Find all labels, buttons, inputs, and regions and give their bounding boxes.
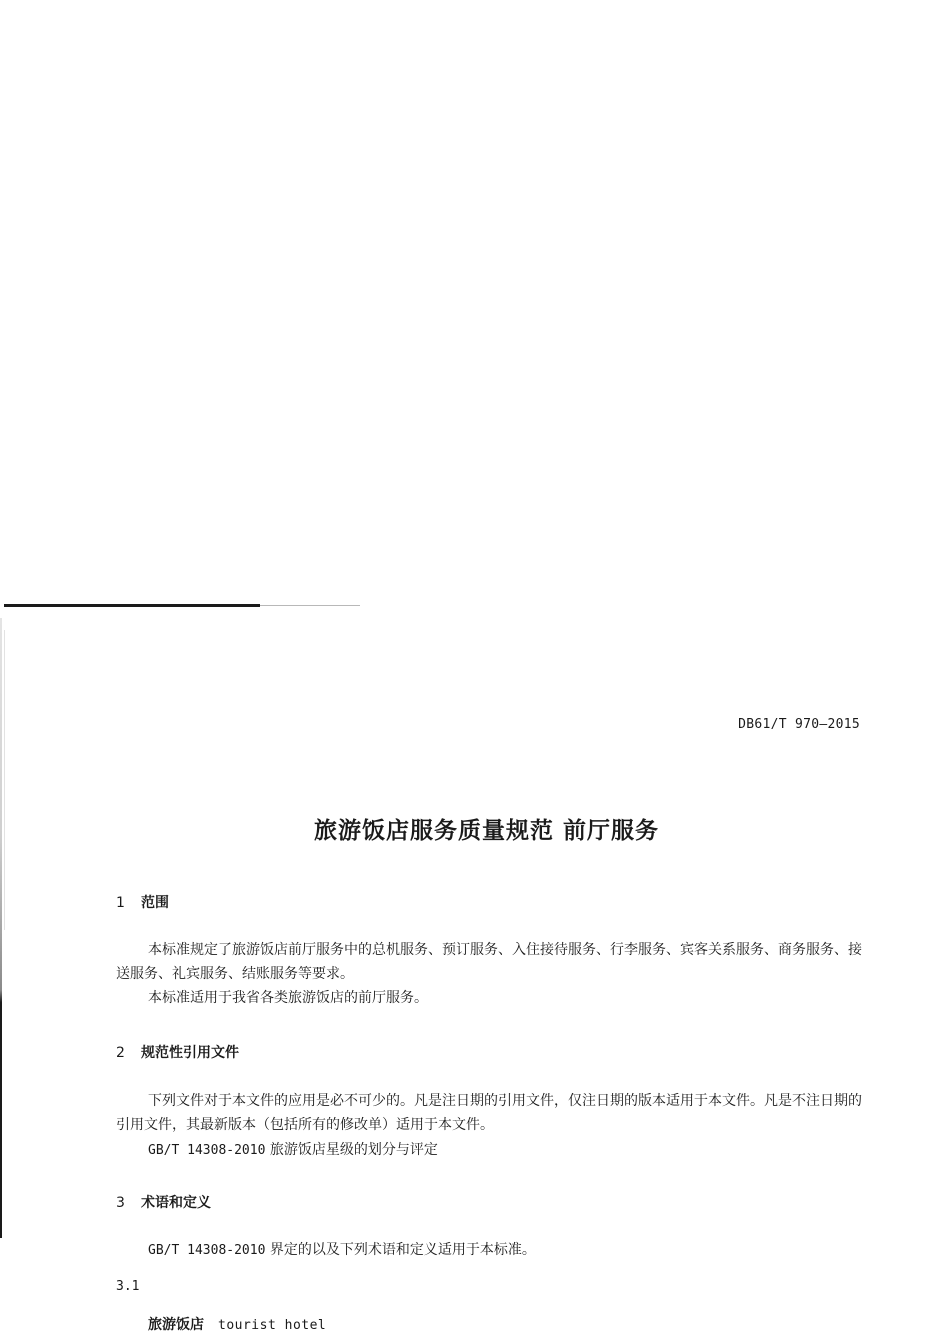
document-title: 旅游饭店服务质量规范 前厅服务 xyxy=(313,818,659,844)
reference-title: 旅游饭店星级的划分与评定 xyxy=(269,1142,438,1158)
section-1-heading xyxy=(116,892,169,912)
section-1-paragraph-2: 本标准适用于我省各类旅游饭店的前厅服务。 xyxy=(148,990,428,1006)
section-3-heading xyxy=(116,1192,211,1212)
section-number: 3 xyxy=(116,1195,125,1211)
section-title: 范围 xyxy=(141,895,169,911)
section-2-paragraph-1: 下列文件对于本文件的应用是必不可少的。凡是注日期的引用文件，仅注日期的版本适用于本文件。凡是不注日期的引用文件，其最新版本（包括所有的修改单）适用于本文件。 xyxy=(116,1093,862,1133)
term-number: 3.1 xyxy=(116,1279,140,1294)
normative-reference xyxy=(148,1138,438,1163)
scan-edge-faint xyxy=(4,630,5,930)
term-chinese: 旅游饭店 xyxy=(148,1317,204,1333)
header-rule-faded xyxy=(260,605,360,606)
section-3-intro xyxy=(148,1238,536,1263)
intro-reference-code: GB/T 14308-2010 xyxy=(148,1243,266,1258)
reference-code: GB/T 14308-2010 xyxy=(148,1143,266,1158)
section-1-paragraph-1: 本标准规定了旅游饭店前厅服务中的总机服务、预订服务、入住接待服务、行李服务、宾客关系服务、商务服务、接送服务、礼宾服务、结账服务等要求。 xyxy=(116,942,862,982)
section-number: 2 xyxy=(116,1045,125,1061)
section-title: 术语和定义 xyxy=(141,1195,211,1211)
header-rule xyxy=(4,604,260,607)
intro-text: 界定的以及下列术语和定义适用于本标准。 xyxy=(269,1242,536,1258)
scan-edge xyxy=(0,618,2,1238)
section-2-heading xyxy=(116,1042,239,1062)
term-entry xyxy=(148,1314,326,1334)
document-code: DB61/T 970—2015 xyxy=(738,717,860,732)
term-english: tourist hotel xyxy=(218,1318,327,1333)
section-title: 规范性引用文件 xyxy=(141,1045,239,1061)
section-number: 1 xyxy=(116,895,125,911)
